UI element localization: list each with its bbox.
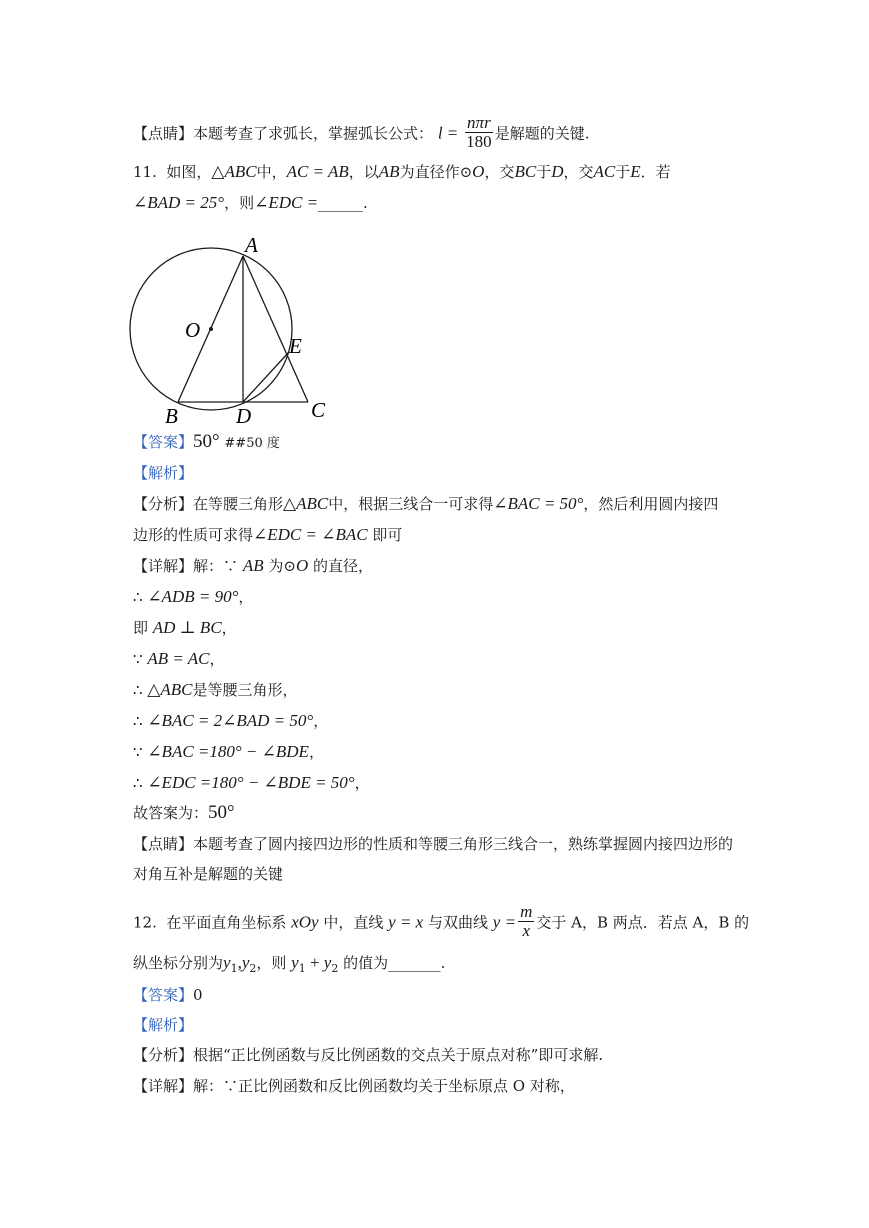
- q12-xiangjie-line: [133, 1076, 575, 1096]
- step-symbol: 即: [133, 619, 153, 637]
- stem-math: y: [241, 953, 250, 972]
- q12-fenxi-line: [133, 1045, 603, 1065]
- stem-text: 于: [615, 163, 631, 181]
- stem-math: +: [305, 953, 324, 972]
- arc-formula-fraction: [465, 114, 493, 151]
- stem-text: 中，: [256, 163, 287, 181]
- step-math: ∠EDC =180° − ∠BDE = 50°: [147, 773, 355, 792]
- step-math: AB = AC: [147, 649, 210, 668]
- fenxi-tag: 【分析】: [133, 1046, 194, 1064]
- step-symbol: ∴: [133, 681, 148, 699]
- question-number: 12.: [133, 913, 157, 932]
- fenxi-math: ∠EDC = ∠BAC: [253, 525, 368, 544]
- stem-text: 为直径作⊙: [399, 163, 473, 181]
- step-text: ，: [313, 712, 329, 730]
- step-math: ∠ADB = 90°: [147, 587, 239, 606]
- stem-text: 中，直线: [323, 913, 384, 932]
- fenxi-text: 中，根据三线合一可求得: [328, 495, 494, 513]
- analysis-tag: 【解析】: [133, 1016, 194, 1034]
- step-symbol: ∵: [133, 743, 148, 761]
- arc-formula-numerator: nπr: [467, 113, 491, 132]
- solution-step: [133, 742, 324, 762]
- fenxi-text: 在等腰三角形: [193, 495, 284, 513]
- stem-text: ，交: [484, 163, 515, 181]
- label-b: B: [165, 404, 178, 428]
- q10-dianjing-line: [133, 113, 590, 153]
- stem-math: ,: [237, 953, 242, 972]
- geometry-figure: [125, 228, 345, 428]
- fenxi-math: ∠BAC = 50°: [493, 494, 584, 513]
- solution-step: [133, 773, 370, 793]
- arc-formula-lhs: l =: [437, 123, 459, 143]
- solution-step: [133, 680, 298, 700]
- stem-text: .: [363, 194, 368, 212]
- fenxi-text: 边形的性质可求得: [133, 526, 254, 544]
- subscript: 2: [249, 962, 257, 975]
- dianjing-tag: 【点睛】: [133, 835, 194, 853]
- q11-answer-line: [133, 432, 280, 454]
- segment-de: [243, 352, 289, 402]
- xiangjie-text: 解：∵正比例函数和反比例函数均关于坐标原点 O 对称，: [193, 1077, 575, 1095]
- step-symbol: ∴: [133, 774, 148, 792]
- xiangjie-math: AB: [242, 556, 264, 575]
- center-point-o: [209, 327, 213, 331]
- label-d: D: [236, 404, 252, 428]
- q11-fenxi-line2: [133, 525, 402, 545]
- stem-math: y: [223, 953, 231, 972]
- fenxi-text: 根据“正比例函数与反比例函数的交点关于原点对称”即可求解.: [193, 1046, 604, 1064]
- stem-math: AB: [378, 162, 400, 181]
- answer-tag: 【答案】: [133, 986, 194, 1004]
- xiangjie-tag: 【详解】: [133, 1077, 194, 1095]
- xiangjie-math: O: [295, 556, 309, 575]
- q11-final-answer: [133, 803, 235, 823]
- stem-math: xOy: [291, 912, 319, 932]
- answer-value: 0: [193, 986, 203, 1004]
- stem-math: y: [291, 953, 299, 972]
- dianjing-text: 本题考查了圆内接四边形的性质和等腰三角形三线合一，熟练掌握圆内接四边形的: [193, 835, 734, 853]
- step-symbol: ∴: [133, 712, 148, 730]
- stem-math: D: [551, 162, 564, 181]
- final-value: 50°: [208, 802, 235, 823]
- q11-xiangjie-line: [133, 556, 373, 576]
- xiangjie-tag: 【详解】: [133, 557, 194, 575]
- stem-text: 于: [536, 163, 552, 181]
- subscript: 1: [298, 962, 306, 975]
- question-number: 11.: [133, 163, 157, 181]
- solution-step: [133, 618, 237, 638]
- q11-dianjing-line2: 对角互补是解题的关键: [133, 865, 284, 883]
- step-text: ，: [209, 650, 225, 668]
- stem-text: ，则: [256, 954, 287, 972]
- final-text: 故答案为：: [133, 804, 209, 822]
- step-symbol: ∵: [133, 650, 148, 668]
- stem-math: ∠BAD = 25°: [133, 193, 225, 212]
- q12-answer-line: [133, 985, 203, 1005]
- stem-math: ∠EDC =: [254, 193, 319, 212]
- answer-value: 50°: [193, 431, 220, 452]
- segment-ac: [243, 256, 308, 402]
- stem-math: △ABC: [211, 162, 257, 181]
- label-c: C: [311, 398, 326, 422]
- step-text: ，: [308, 743, 324, 761]
- label-e: E: [289, 334, 302, 358]
- fraction-denominator: x: [522, 921, 530, 940]
- stem-math: E: [630, 162, 641, 181]
- answer-tag: 【答案】: [133, 433, 194, 451]
- analysis-tag: 【解析】: [133, 464, 194, 482]
- step-text: ，: [354, 774, 370, 792]
- stem-text: ．若: [640, 163, 671, 181]
- dianjing-tag: 【点睛】: [133, 124, 194, 143]
- arc-formula-denominator: 180: [466, 132, 492, 151]
- step-math: ∠BAC =180° − ∠BDE: [147, 742, 309, 761]
- solution-step: [133, 649, 224, 669]
- answer-blank: _______: [388, 954, 441, 972]
- stem-math: y: [323, 953, 332, 972]
- step-symbol: ∴: [133, 588, 148, 606]
- step-text: ，: [221, 619, 237, 637]
- stem-math: AC = AB: [286, 162, 349, 181]
- stem-math: AC: [593, 162, 616, 181]
- stem-text: ，以: [348, 163, 379, 181]
- fenxi-tag: 【分析】: [133, 495, 194, 513]
- dianjing-text: 本题考查了求弧长，掌握弧长公式：: [193, 124, 434, 143]
- fenxi-text: ，然后利用圆内接四: [583, 495, 719, 513]
- solution-step: [133, 711, 328, 731]
- q11-fenxi-line1: [133, 494, 718, 514]
- stem-math: y =: [492, 912, 517, 932]
- xiangjie-text: 为⊙: [268, 557, 296, 575]
- stem-text: 与双曲线: [428, 913, 489, 932]
- solution-step: [133, 587, 253, 607]
- stem-text: 在平面直角坐标系: [166, 913, 287, 932]
- dianjing-text-after: 是解题的关键.: [494, 124, 590, 143]
- subscript: 2: [331, 962, 339, 975]
- label-o: O: [185, 318, 201, 342]
- stem-text: ，则: [224, 194, 255, 212]
- label-a: A: [245, 233, 258, 257]
- step-text: ，: [238, 588, 254, 606]
- stem-text: 交于 A，B 两点．若点 A，B 的: [536, 913, 750, 932]
- stem-math: O: [472, 162, 485, 181]
- step-math: AD ⊥ BC: [152, 618, 222, 637]
- step-math: △ABC: [147, 680, 193, 699]
- stem-text: ，交: [563, 163, 594, 181]
- q12-stem-line2: [133, 953, 445, 979]
- step-text: 是等腰三角形，: [192, 681, 298, 699]
- stem-text: 的值为: [343, 954, 389, 972]
- q11-dianjing-line1: [133, 834, 733, 854]
- answer-alt: ##50 度: [224, 436, 280, 451]
- q12-stem-line1: [133, 902, 750, 942]
- step-math: ∠BAC = 2∠BAD = 50°: [147, 711, 314, 730]
- stem-math: y = x: [388, 912, 424, 932]
- q11-stem-line2: [133, 193, 368, 213]
- hyperbola-fraction: [518, 903, 534, 940]
- stem-text: .: [440, 954, 446, 972]
- fenxi-math: △ABC: [283, 494, 329, 513]
- stem-math: BC: [514, 162, 537, 181]
- fraction-numerator: m: [520, 902, 533, 921]
- stem-text: 纵坐标分别为: [133, 954, 224, 972]
- answer-blank: ______: [318, 194, 364, 212]
- fenxi-text: 即可: [372, 526, 403, 544]
- q11-stem-line1: [133, 162, 671, 182]
- stem-text: 如图，: [166, 163, 212, 181]
- xiangjie-text: 解：∵: [193, 557, 239, 575]
- subscript: 1: [230, 962, 238, 975]
- xiangjie-text: 的直径，: [313, 557, 374, 575]
